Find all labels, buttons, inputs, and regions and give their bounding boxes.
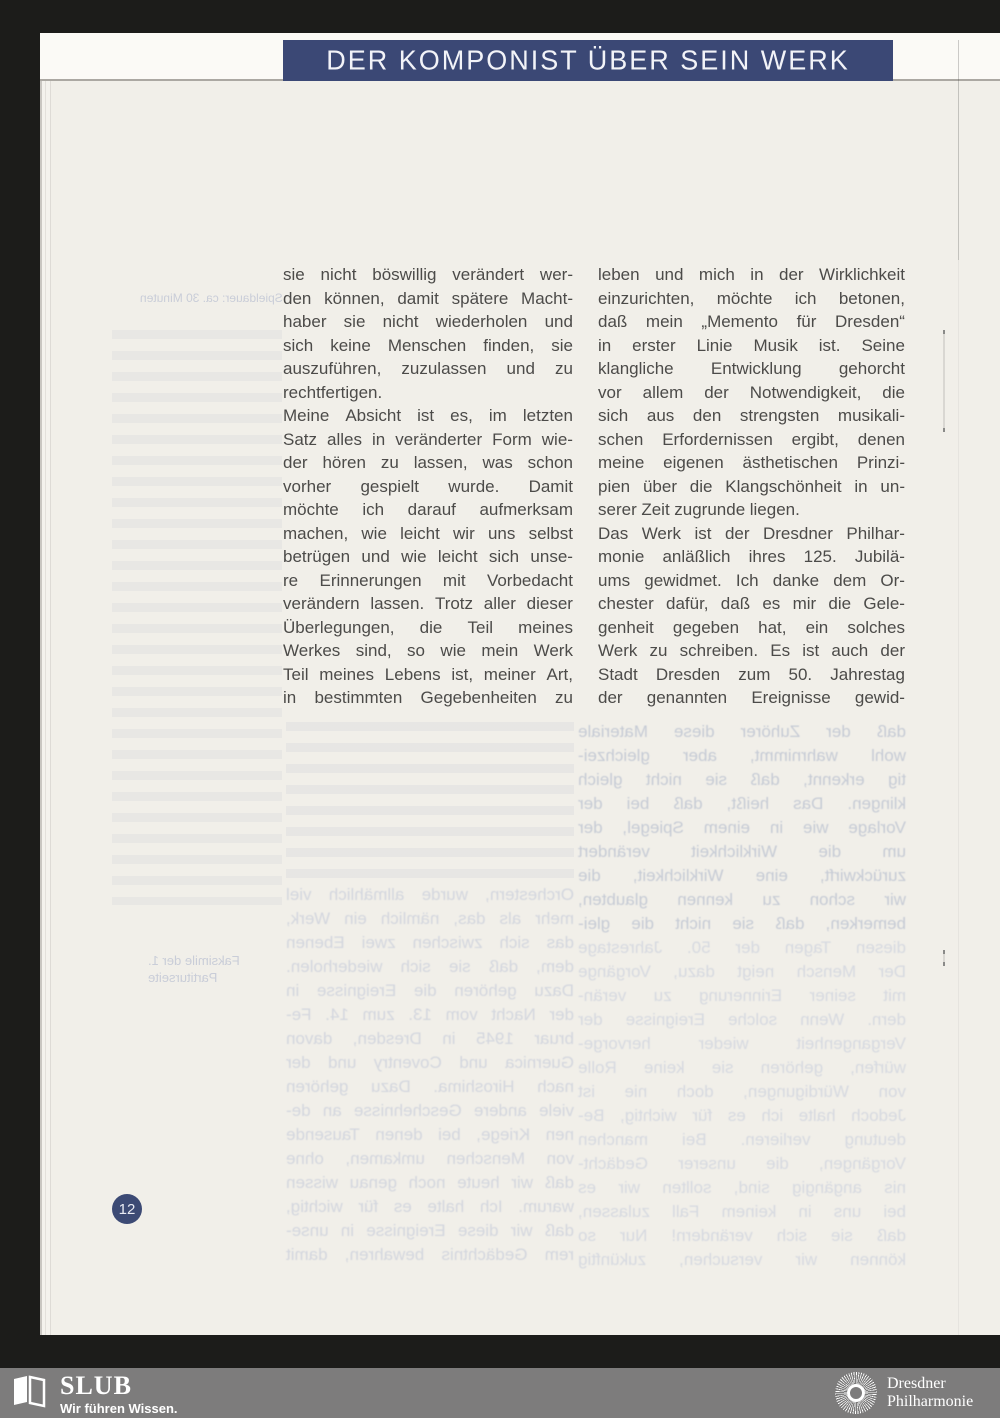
page-header-title: DER KOMPONIST ÜBER SEIN WERK — [326, 44, 850, 76]
footer-bar — [0, 1368, 1000, 1418]
page-number-badge — [112, 1194, 142, 1224]
paragraph: Das Werk ist der Dresdner Philhar- monie anläßlich ihres 125. Jubilä- ums gewidmet. Ich danke dem Or- chester dafür, daß es mir die Gele- genheit gegeben hat, ein solches Werk zu schreiben. Es ist auch der Stadt Dresden zum 50. Jahrestag der genannten Ereignisse gewid- — [598, 523, 905, 707]
philharmonie-wordmark — [887, 1375, 973, 1411]
slub-book-icon — [10, 1373, 50, 1416]
scanned-page — [40, 33, 1000, 1335]
bleedthrough-caption-spieldauer: Spieldauer: ca. 30 Minuten — [140, 291, 283, 305]
philharmonie-line2: Philharmonie — [887, 1393, 974, 1410]
page-number: 12 — [118, 1200, 136, 1218]
slub-wordmark — [60, 1373, 178, 1416]
bleedthrough-table-left — [112, 330, 282, 905]
staple-mark-bottom — [943, 950, 945, 966]
page-fold-line-faint — [958, 260, 959, 1335]
philharmonie-line1: Dresdner — [887, 1375, 946, 1392]
bleedthrough-text-mid: Orchestern, wurde allmählich viel mehr als das, nämlich ein Werk, das sich zwischen zwei Ebenen dem, daß sie sich wiederholen. Dazu gehören die Ereignisse in der Nacht vom 13. zum 14. Fe- bruar 1945 in Dresden, davon Guernica und Coventry und der nach Hiroshima. Dazu gehören viele andere Geschehnisse an de- nen Kriege, bei denen Tausende von Menschen umkamen, ohne daß wir heute noch genau wissen warum. Ich halte es für wichtig, daß wir diese Ereignisse in unse- rem Gedächtnis bewahren, damit — [286, 885, 574, 1264]
bleedthrough-caption-faksimile: Faksimile der 1. Partiturseite — [148, 953, 240, 985]
staple-mark-top — [943, 330, 945, 432]
paragraph: leben und mich in der Wirklichkeit einzurichten, möchte ich betonen, daß mein „Memento für Dresden“ in erster Linie Musik ist. Seine klangliche Entwicklung gehorcht vor allem der Notwendigkeit, die sich aus den strengsten musikali- schen Erfordernissen ergibt, denen meine eigenen ästhetischen Prinzi- pien über die Klangschönheit in un- serer Zeit zugrunde liegen. — [598, 265, 905, 519]
bleedthrough-text-right-top: daß der Zuhörer diese Materiale wohl wahrnimmt, aber gleichzei- tig erkennt, daß sie nicht gleich klingen. Das heißt, daß bei der Vorlage wie in einem Spiegel, der um die Wirklichkeit verändert zurückwirft, eine Wirklichkeit, die wir schon zu kennen glaubten, bemerken, daß sie nicht die glei- — [578, 722, 906, 933]
page-header-bar — [283, 40, 893, 81]
bleedthrough-text-right-bottom: diesen Tagen der 50. Jahrestage Der Mensch neigt dazu, Vorgänge mit seiner Erinnerung zu verän- dern. Wenn solche Ereignisse der Vergangenheit wieder hervorge- würfen, gehören sie keine Rolle von Würdigungen, doch nie ist Jedoch halte ich es für wichtig, Be- deutung verlieren. Bei manchen Vorgängen, die unserer Gedächt- nis angängig sind, sollten wir es bei uns in keinem Fall zulassen, daß sie sich verändern! Nur so können wir versuchen, zukünftig — [578, 938, 906, 1269]
slub-tagline: Wir führen Wissen. — [60, 1401, 178, 1416]
slub-logo — [10, 1373, 178, 1416]
bleedthrough-stripes-mid — [286, 722, 574, 880]
paragraph: Meine Absicht ist es, im letzten Satz alles in veränderter Form wie- der hören zu lassen, was schon vorher gespielt wurde. Damit möchte ich darauf aufmerksam machen, wie leicht wir uns selbst betrügen und wie leicht sich unse- re Erinnerungen mit Vorbedacht verändern lassen. Trotz aller dieser Überlegungen, die Teil meines Werkes sind, so wie mein Werk Teil meines Lebens ist, meiner Art, in bestimmten Gegebenheiten zu — [283, 406, 573, 707]
paragraph: sie nicht böswillig verändert wer- den können, damit spätere Macht- haber sie nicht wiederholen und sich keine Menschen finden, sie auszuführen, zuzulassen und zu rechtfertigen. — [283, 265, 573, 402]
slub-name: SLUB — [60, 1371, 132, 1400]
philharmonie-logo — [833, 1370, 973, 1416]
text-column-right — [598, 265, 905, 712]
text-column-left — [283, 265, 573, 712]
philharmonie-starburst-icon — [833, 1370, 879, 1416]
page-left-edge — [40, 33, 56, 1335]
page-fold-line — [958, 40, 959, 260]
